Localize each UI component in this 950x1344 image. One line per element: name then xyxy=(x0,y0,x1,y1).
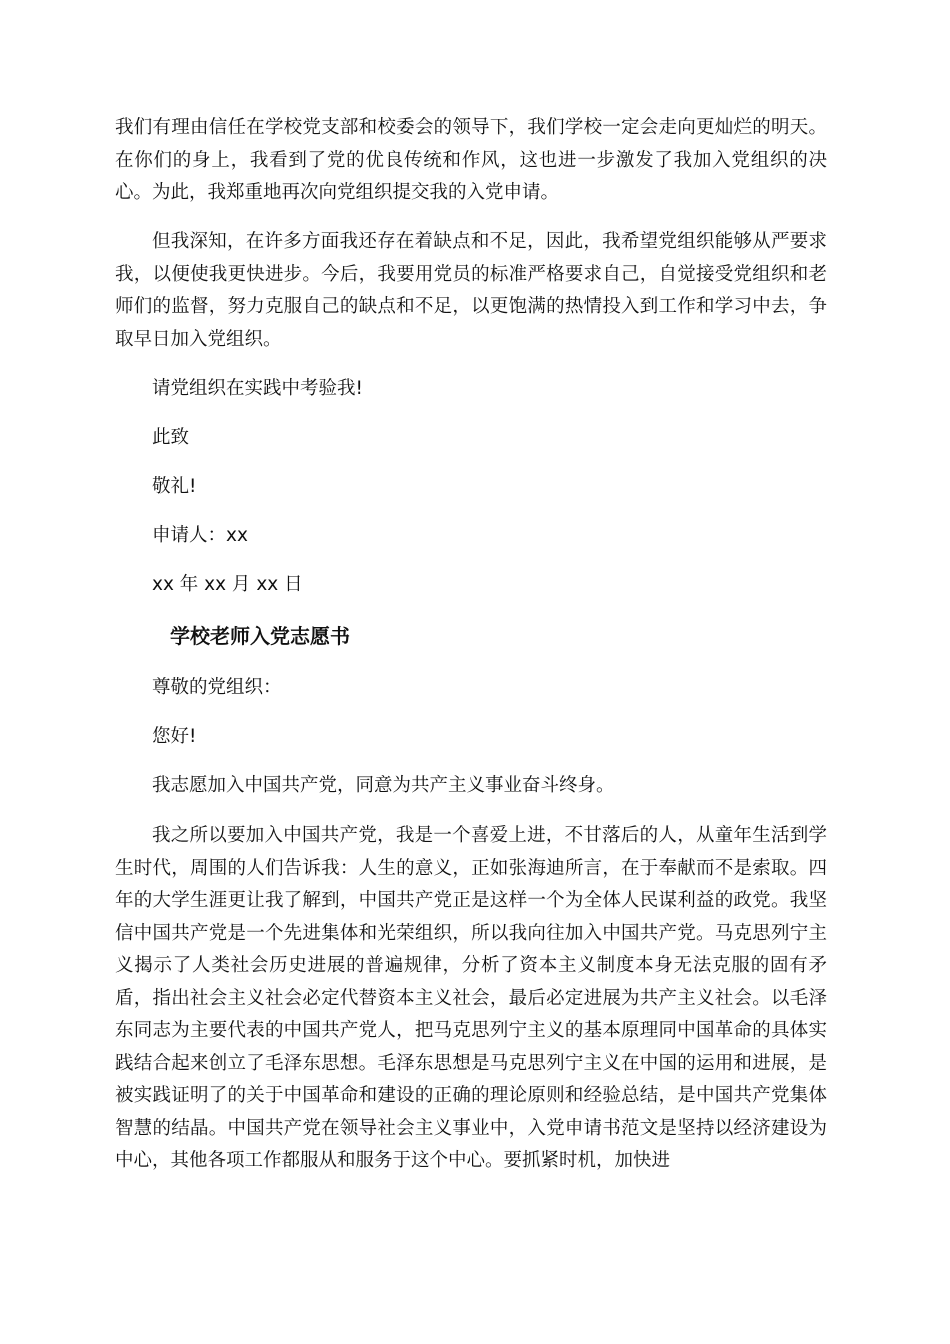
paragraph-volunteer: 我志愿加入中国共产党，同意为共产主义事业奋斗终身。 xyxy=(152,775,615,796)
greeting-hello: 您好! xyxy=(152,726,197,747)
greeting-recipient: 尊敬的党组织： xyxy=(152,677,282,698)
paragraph-test-me: 请党组织在实践中考验我! xyxy=(152,378,363,399)
application-date: xx 年 xx 月 xx 日 xyxy=(152,574,303,595)
paragraph-trust: 我们有理由信任在学校党支部和校委会的领导下，我们学校一定会走向更灿烂的明天。在你们的身上，我看到了党的优良传统和作风，这也进一步激发了我加入党组织的决心。为此，我郑重地再次向党组织提交我的入党申请。 xyxy=(115,117,827,203)
applicant-signature: 申请人：xx xyxy=(152,525,248,546)
paragraph-shortcomings: 但我深知，在许多方面我还存在着缺点和不足，因此，我希望党组织能够从严要求我，以便使我更快进步。今后，我要用党员的标准严格要求自己，自觉接受党组织和老师们的监督，努力克服自己的缺点和不足，以更饱满的热情投入到工作和学习中去，争取早日加入党组织。 xyxy=(115,231,827,350)
section-heading: 学校老师入党志愿书 xyxy=(170,624,350,648)
closing-salutation: 此致 xyxy=(152,427,190,448)
paragraph-reasons: 我之所以要加入中国共产党，我是一个喜爱上进，不甘落后的人，从童年生活到学生时代，周围的人们告诉我：人生的意义，正如张海迪所言，在于奉献而不是索取。四年的大学生涯更让我了解到，中国共产党正是这样一个为全体人民谋利益的政党。我坚信中国共产党是一个先进集体和光荣组织，所以我向往加入中国共产党。马克思列宁主义揭示了人类社会历史进展的普遍规律，分析了资本主义制度本身无法克服的固有矛盾，指出社会主义社会必定代替资本主义社会，最后必定进展为共产主义社会。以毛泽东同志为主要代表的中国共产党人，把马克思列宁主义的基本原理同中国革命的具体实践结合起来创立了毛泽东思想。毛泽东思想是马克思列宁主义在中国的运用和进展，是被实践证明了的关于中国革命和建设的正确的理论原则和经验总结，是中国共产党集体智慧的结晶。中国共产党在领导社会主义事业中，入党申请书范文是坚持以经济建设为中心，其他各项工作都服从和服务于这个中心。要抓紧时机，加快进 xyxy=(115,825,827,1171)
closing-regards: 敬礼! xyxy=(152,476,197,497)
